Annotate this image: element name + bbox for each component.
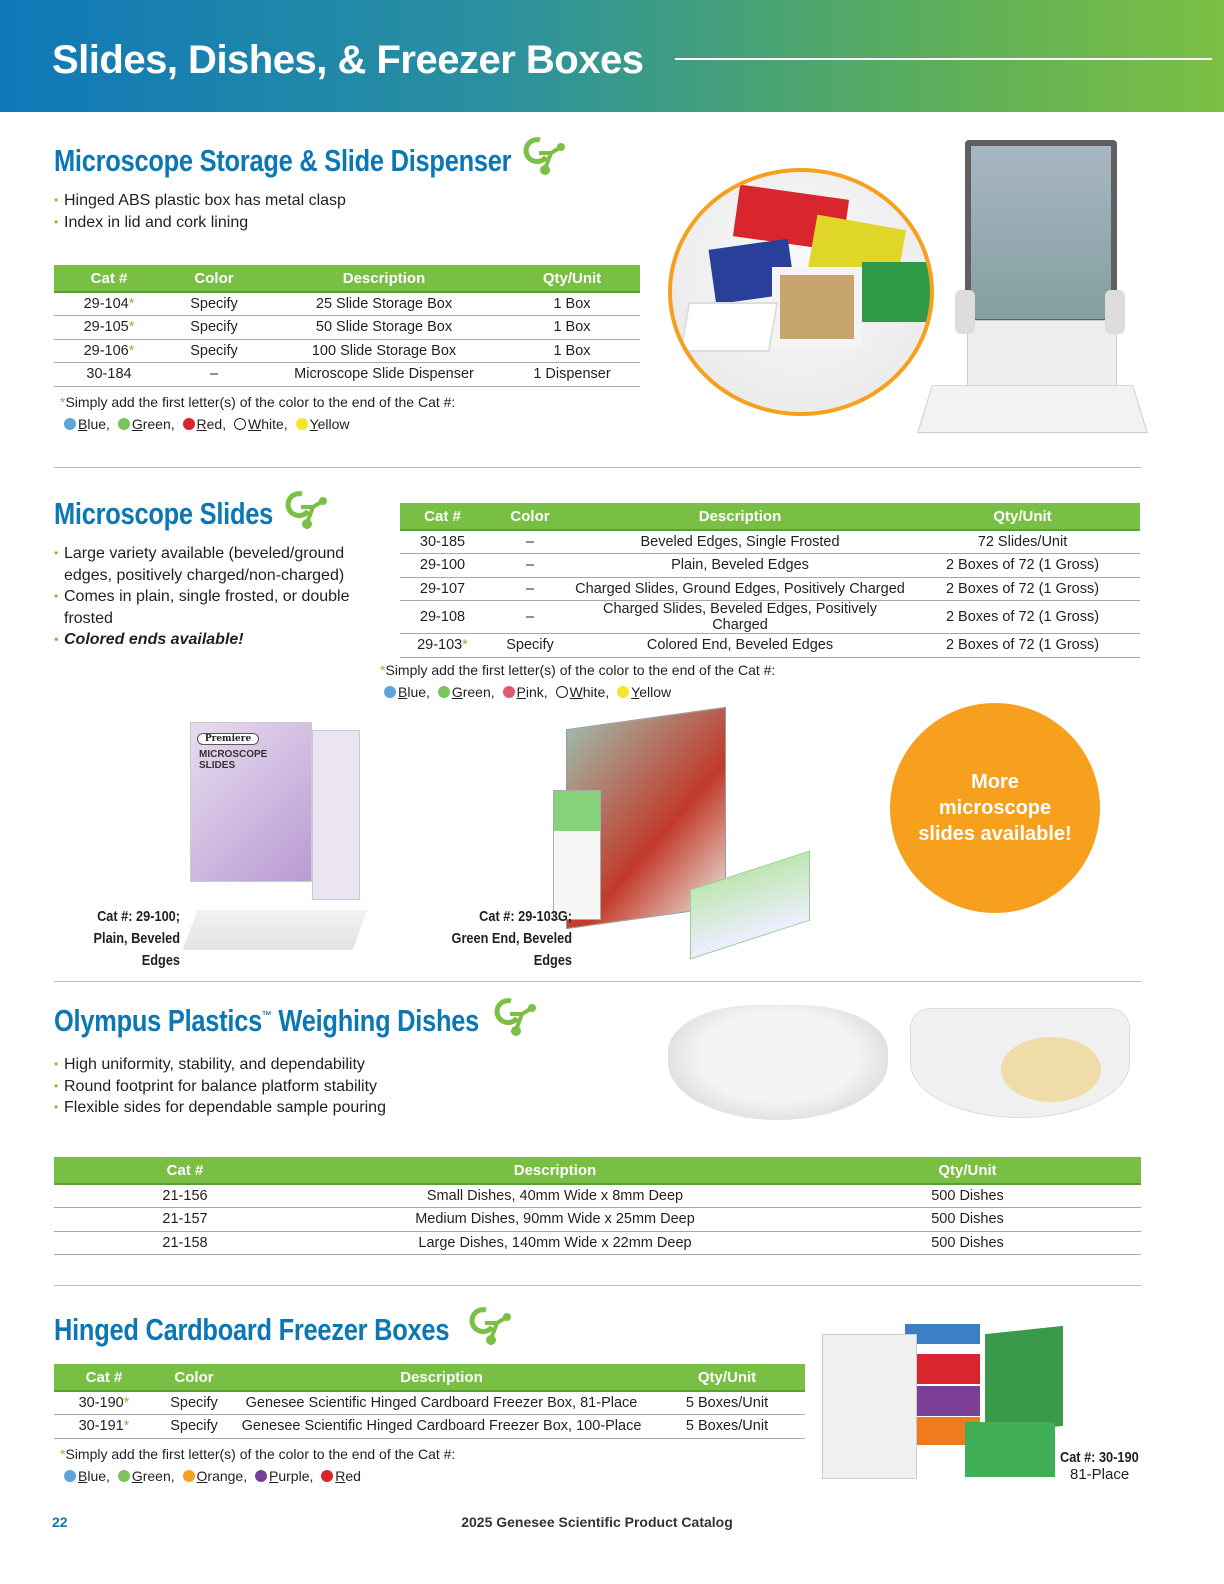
table-cell: 5 Boxes/Unit bbox=[649, 1415, 805, 1439]
color-option: Green, bbox=[451, 684, 495, 700]
table-row bbox=[54, 363, 640, 387]
table-cell: Microscope Slide Dispenser bbox=[264, 363, 504, 387]
table-cell: Medium Dishes, 90mm Wide x 25mm Deep bbox=[316, 1208, 794, 1232]
table-cell: 21-156 bbox=[54, 1184, 316, 1208]
color-option: Yellow bbox=[309, 416, 350, 432]
table-cell: Charged Slides, Ground Edges, Positively Charged bbox=[575, 577, 905, 601]
storage-bullets bbox=[54, 190, 346, 233]
color-swatch-icon bbox=[438, 686, 450, 698]
bullet: • Round footprint for balance platform stability bbox=[54, 1076, 386, 1098]
column-header: Color bbox=[485, 503, 575, 530]
table-cell: 29-107 bbox=[400, 577, 485, 601]
table-cell: 500 Dishes bbox=[794, 1184, 1141, 1208]
color-option: Green, bbox=[131, 1468, 175, 1484]
table-cell: 2 Boxes of 72 (1 Gross) bbox=[905, 601, 1140, 634]
table-header-row bbox=[54, 265, 640, 292]
table-header-row bbox=[400, 503, 1140, 530]
color-swatch-icon bbox=[118, 418, 130, 430]
table-cell: Specify bbox=[164, 316, 264, 340]
table-cell: Genesee Scientific Hinged Cardboard Freezer Box, 81-Place bbox=[234, 1391, 649, 1415]
table-cell: 500 Dishes bbox=[794, 1208, 1141, 1232]
freezer-table bbox=[54, 1364, 805, 1439]
table-cell: – bbox=[485, 554, 575, 578]
caption-30-190: Cat #: 30-190 81-Place bbox=[1060, 1449, 1139, 1483]
table-row bbox=[54, 1231, 1141, 1255]
table-row bbox=[400, 601, 1140, 634]
genesee-logo-icon bbox=[522, 134, 566, 178]
table-cell: 1 Box bbox=[504, 292, 640, 316]
bullet: • High uniformity, stability, and dependability bbox=[54, 1054, 386, 1076]
color-option: Green, bbox=[131, 416, 175, 432]
table-cell: 30-191* bbox=[54, 1415, 154, 1439]
note-text: Simply add the first letter(s) of the color to the end of the Cat #: bbox=[385, 662, 776, 678]
column-header: Qty/Unit bbox=[794, 1157, 1141, 1184]
freezer-boxes-image bbox=[820, 1322, 1062, 1490]
slide-glass bbox=[553, 790, 601, 920]
column-header: Qty/Unit bbox=[504, 265, 640, 292]
table-cell: Specify bbox=[164, 339, 264, 363]
color-swatch-icon bbox=[183, 1470, 195, 1482]
color-note: *Simply add the first letter(s) of the color to the end of the Cat #: Blue, Green, Red, White, Yellow bbox=[60, 394, 456, 432]
table-cell: 50 Slide Storage Box bbox=[264, 316, 504, 340]
table-row bbox=[400, 634, 1140, 658]
color-option: Purple, bbox=[269, 1468, 314, 1484]
box-brand: Premiere bbox=[197, 733, 259, 745]
color-note: *Simply add the first letter(s) of the color to the end of the Cat #: Blue, Green, Orange, Purple, Red bbox=[60, 1446, 456, 1484]
slide-glass bbox=[312, 730, 360, 900]
color-option: Red, bbox=[196, 416, 227, 432]
table-cell: 1 Dispenser bbox=[504, 363, 640, 387]
table-cell: – bbox=[485, 577, 575, 601]
table-cell: Charged Slides, Beveled Edges, Positively Charged bbox=[575, 601, 905, 634]
table-cell: Genesee Scientific Hinged Cardboard Freezer Box, 100-Place bbox=[234, 1415, 649, 1439]
table-header-row bbox=[54, 1157, 1141, 1184]
table-cell: – bbox=[164, 363, 264, 387]
table-row bbox=[54, 1415, 805, 1439]
color-swatch-icon bbox=[255, 1470, 267, 1482]
bullet: • Colored ends available! bbox=[54, 629, 374, 651]
slide-box-image bbox=[190, 722, 312, 882]
table-cell: 29-105* bbox=[54, 316, 164, 340]
table-cell: 29-106* bbox=[54, 339, 164, 363]
color-swatch-icon bbox=[118, 1470, 130, 1482]
color-option: Red bbox=[335, 1468, 361, 1484]
color-swatch-icon bbox=[183, 418, 195, 430]
table-cell: 29-104* bbox=[54, 292, 164, 316]
table-row bbox=[54, 1391, 805, 1415]
caption-29-100: Cat #: 29-100; Plain, Beveled Edges bbox=[93, 908, 180, 969]
color-option: Blue, bbox=[78, 1468, 110, 1484]
note-text: Simply add the first letter(s) of the color to the end of the Cat #: bbox=[65, 1446, 456, 1462]
table-row bbox=[54, 1208, 1141, 1232]
column-header: Color bbox=[164, 265, 264, 292]
color-option: Yellow bbox=[631, 684, 672, 700]
column-header: Description bbox=[575, 503, 905, 530]
column-header: Qty/Unit bbox=[905, 503, 1140, 530]
bullet: • Large variety available (beveled/ground edges, positively charged/non-charged) bbox=[54, 543, 374, 586]
table-cell: 30-190* bbox=[54, 1391, 154, 1415]
color-swatch-icon bbox=[64, 418, 76, 430]
table-cell: 21-158 bbox=[54, 1231, 316, 1255]
table-cell: Colored End, Beveled Edges bbox=[575, 634, 905, 658]
weighing-table bbox=[54, 1157, 1141, 1255]
weighing-dish-image bbox=[668, 1005, 888, 1120]
table-cell: 29-108 bbox=[400, 601, 485, 634]
section-title-storage: Microscope Storage & Slide Dispenser bbox=[54, 143, 512, 178]
section-title-weighing: Olympus Plastics™ Weighing Dishes bbox=[54, 1003, 480, 1038]
table-cell: 29-100 bbox=[400, 554, 485, 578]
genesee-logo-icon bbox=[284, 488, 328, 532]
table-cell: Large Dishes, 140mm Wide x 22mm Deep bbox=[316, 1231, 794, 1255]
column-header: Description bbox=[316, 1157, 794, 1184]
section-title-freezer: Hinged Cardboard Freezer Boxes bbox=[54, 1312, 450, 1347]
color-swatch-icon bbox=[321, 1470, 333, 1482]
table-cell: – bbox=[485, 530, 575, 554]
bullet: • Comes in plain, single frosted, or double frosted bbox=[54, 586, 374, 629]
color-swatch-icon bbox=[64, 1470, 76, 1482]
table-row bbox=[400, 530, 1140, 554]
table-cell: 29-103* bbox=[400, 634, 485, 658]
column-header: Cat # bbox=[400, 503, 485, 530]
color-swatch-icon bbox=[234, 418, 246, 430]
table-cell: 2 Boxes of 72 (1 Gross) bbox=[905, 577, 1140, 601]
more-slides-promo[interactable]: More microscope slides available! bbox=[890, 703, 1100, 913]
slides-stack bbox=[183, 910, 368, 950]
table-cell: Specify bbox=[485, 634, 575, 658]
column-header: Description bbox=[234, 1364, 649, 1391]
column-header: Color bbox=[154, 1364, 234, 1391]
table-row bbox=[54, 1184, 1141, 1208]
bullet: • Index in lid and cork lining bbox=[54, 212, 346, 234]
table-cell: 100 Slide Storage Box bbox=[264, 339, 504, 363]
table-cell: 5 Boxes/Unit bbox=[649, 1391, 805, 1415]
color-option: Blue, bbox=[78, 416, 110, 432]
table-cell: 1 Box bbox=[504, 339, 640, 363]
section-divider bbox=[54, 467, 1141, 468]
box-label: SLIDES bbox=[199, 760, 236, 771]
page-number: 22 bbox=[52, 1514, 68, 1530]
slide-boxes-image bbox=[668, 168, 934, 416]
table-cell: – bbox=[485, 601, 575, 634]
table-cell: Plain, Beveled Edges bbox=[575, 554, 905, 578]
color-option: Orange, bbox=[196, 1468, 248, 1484]
section-divider bbox=[54, 981, 1141, 982]
table-row bbox=[400, 577, 1140, 601]
section-title-slides: Microscope Slides bbox=[54, 496, 274, 531]
table-cell: 72 Slides/Unit bbox=[905, 530, 1140, 554]
table-cell: Specify bbox=[164, 292, 264, 316]
table-cell: 2 Boxes of 72 (1 Gross) bbox=[905, 634, 1140, 658]
table-cell: 500 Dishes bbox=[794, 1231, 1141, 1255]
table-row bbox=[54, 292, 640, 316]
weighing-bullets bbox=[54, 1054, 386, 1119]
column-header: Cat # bbox=[54, 265, 164, 292]
header-rule bbox=[675, 58, 1212, 60]
caption-29-103g: Cat #: 29-103G; Green End, Beveled Edges bbox=[451, 908, 572, 969]
color-option: Pink, bbox=[516, 684, 548, 700]
table-row bbox=[54, 316, 640, 340]
table-cell: 21-157 bbox=[54, 1208, 316, 1232]
table-cell: Specify bbox=[154, 1391, 234, 1415]
table-cell: 2 Boxes of 72 (1 Gross) bbox=[905, 554, 1140, 578]
box-label: MICROSCOPE bbox=[199, 749, 268, 760]
table-cell: 1 Box bbox=[504, 316, 640, 340]
column-header: Cat # bbox=[54, 1364, 154, 1391]
color-swatch-icon bbox=[384, 686, 396, 698]
color-option: White, bbox=[248, 416, 288, 432]
color-note: *Simply add the first letter(s) of the color to the end of the Cat #: Blue, Green, Pink, White, Yellow bbox=[380, 662, 776, 700]
column-header: Qty/Unit bbox=[649, 1364, 805, 1391]
color-swatch-icon bbox=[296, 418, 308, 430]
catalog-footer: 2025 Genesee Scientific Product Catalog bbox=[461, 1514, 733, 1530]
genesee-logo-icon bbox=[468, 1304, 512, 1348]
color-swatch-icon bbox=[503, 686, 515, 698]
table-cell: Small Dishes, 40mm Wide x 8mm Deep bbox=[316, 1184, 794, 1208]
slides-table bbox=[400, 503, 1140, 658]
bullet: • Hinged ABS plastic box has metal clasp bbox=[54, 190, 346, 212]
column-header: Description bbox=[264, 265, 504, 292]
slides-bullets bbox=[54, 543, 374, 651]
color-option: Blue, bbox=[398, 684, 430, 700]
weighing-dish-sample-image bbox=[910, 1008, 1130, 1118]
column-header: Cat # bbox=[54, 1157, 316, 1184]
section-divider bbox=[54, 1285, 1141, 1286]
note-text: Simply add the first letter(s) of the color to the end of the Cat #: bbox=[65, 394, 456, 410]
table-cell: Specify bbox=[154, 1415, 234, 1439]
table-row bbox=[54, 339, 640, 363]
table-row bbox=[400, 554, 1140, 578]
slide-dispenser-image bbox=[925, 140, 1140, 448]
table-cell: 30-184 bbox=[54, 363, 164, 387]
table-cell: 30-185 bbox=[400, 530, 485, 554]
genesee-logo-icon bbox=[493, 995, 537, 1039]
color-option: White, bbox=[569, 684, 610, 700]
bullet: • Flexible sides for dependable sample pouring bbox=[54, 1097, 386, 1119]
table-cell: 25 Slide Storage Box bbox=[264, 292, 504, 316]
table-cell: Beveled Edges, Single Frosted bbox=[575, 530, 905, 554]
color-swatch-icon bbox=[556, 686, 568, 698]
color-swatch-icon bbox=[617, 686, 629, 698]
storage-table bbox=[54, 265, 640, 387]
table-header-row bbox=[54, 1364, 805, 1391]
page-title: Slides, Dishes, & Freezer Boxes bbox=[52, 38, 644, 82]
